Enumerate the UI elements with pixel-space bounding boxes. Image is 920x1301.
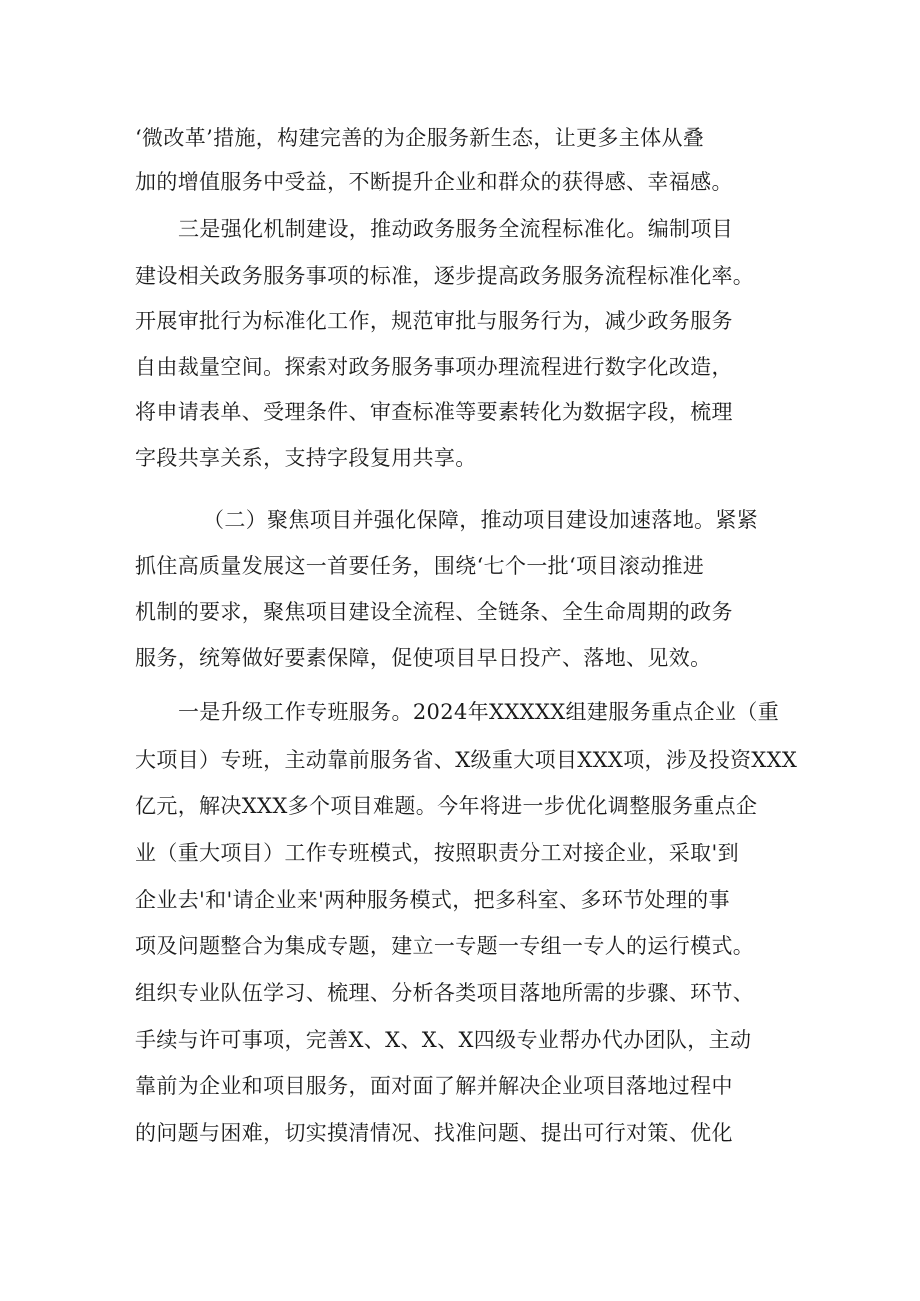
text-line: 大项目）专班，主动靠前服务省、X级重大项目XXX项，涉及投资XXX — [135, 748, 798, 772]
text-line: 开展审批行为标准化工作，规范审批与服务行为，减少政务服务 — [135, 309, 733, 333]
text-line: 机制的要求，聚焦项目建设全流程、全链条、全生命周期的政务 — [135, 600, 733, 624]
paragraph-first-line: 一是升级工作专班服务。2024年XXXXX组建服务重点企业（重 — [178, 700, 780, 724]
text-line: 靠前为企业和项目服务，面对面了解并解决企业项目落地过程中 — [135, 1074, 733, 1098]
text-line: 自由裁量空间。探索对政务服务事项办理流程进行数字化改造， — [135, 355, 733, 379]
text-line: 企业去'和'请企业来'两种服务模式，把多科室、多环节处理的事 — [135, 888, 730, 912]
text-line: 项及问题整合为集成专题，建立一专题一专组一专人的运行模式。 — [135, 934, 755, 958]
text-line: 组织专业队伍学习、梳理、分析各类项目落地所需的步骤、环节、 — [135, 981, 755, 1005]
text-line: 业（重大项目）工作专班模式，按照职责分工对接企业，采取'到 — [135, 841, 739, 865]
text-line: 加的增值服务中受益，不断提升企业和群众的获得感、幸福感。 — [135, 170, 733, 194]
text-line: 亿元，解决XXX多个项目难题。今年将进一步优化调整服务重点企 — [135, 794, 758, 818]
section-heading-line: （二）聚焦项目并强化保障，推动项目建设加速落地。紧紧 — [203, 508, 759, 532]
text-line: 的问题与困难，切实摸清情况、找准问题、提出可行对策、优化 — [135, 1121, 733, 1145]
text-line: 手续与许可事项，完善X、X、X、X四级专业帮办代办团队，主动 — [135, 1028, 752, 1052]
text-line: 将申请表单、受理条件、审查标准等要素转化为数据字段，梳理 — [135, 400, 733, 424]
text-line: 建设相关政务服务事项的标准，逐步提高政务服务流程标准化率。 — [135, 264, 755, 288]
text-line: 服务，统筹做好要素保障，促使项目早日投产、落地、见效。 — [135, 646, 712, 670]
text-line: 抓住高质量发展这一首要任务，围绕‘七个一批‘项目滚动推进 — [135, 554, 705, 578]
text-line: ‘微改革’措施，构建完善的为企服务新生态，让更多主体从叠 — [135, 126, 705, 150]
paragraph-first-line: 三是强化机制建设，推动政务服务全流程标准化。编制项目 — [178, 217, 734, 241]
text-line: 字段共享关系，支持字段复用共享。 — [135, 446, 477, 470]
